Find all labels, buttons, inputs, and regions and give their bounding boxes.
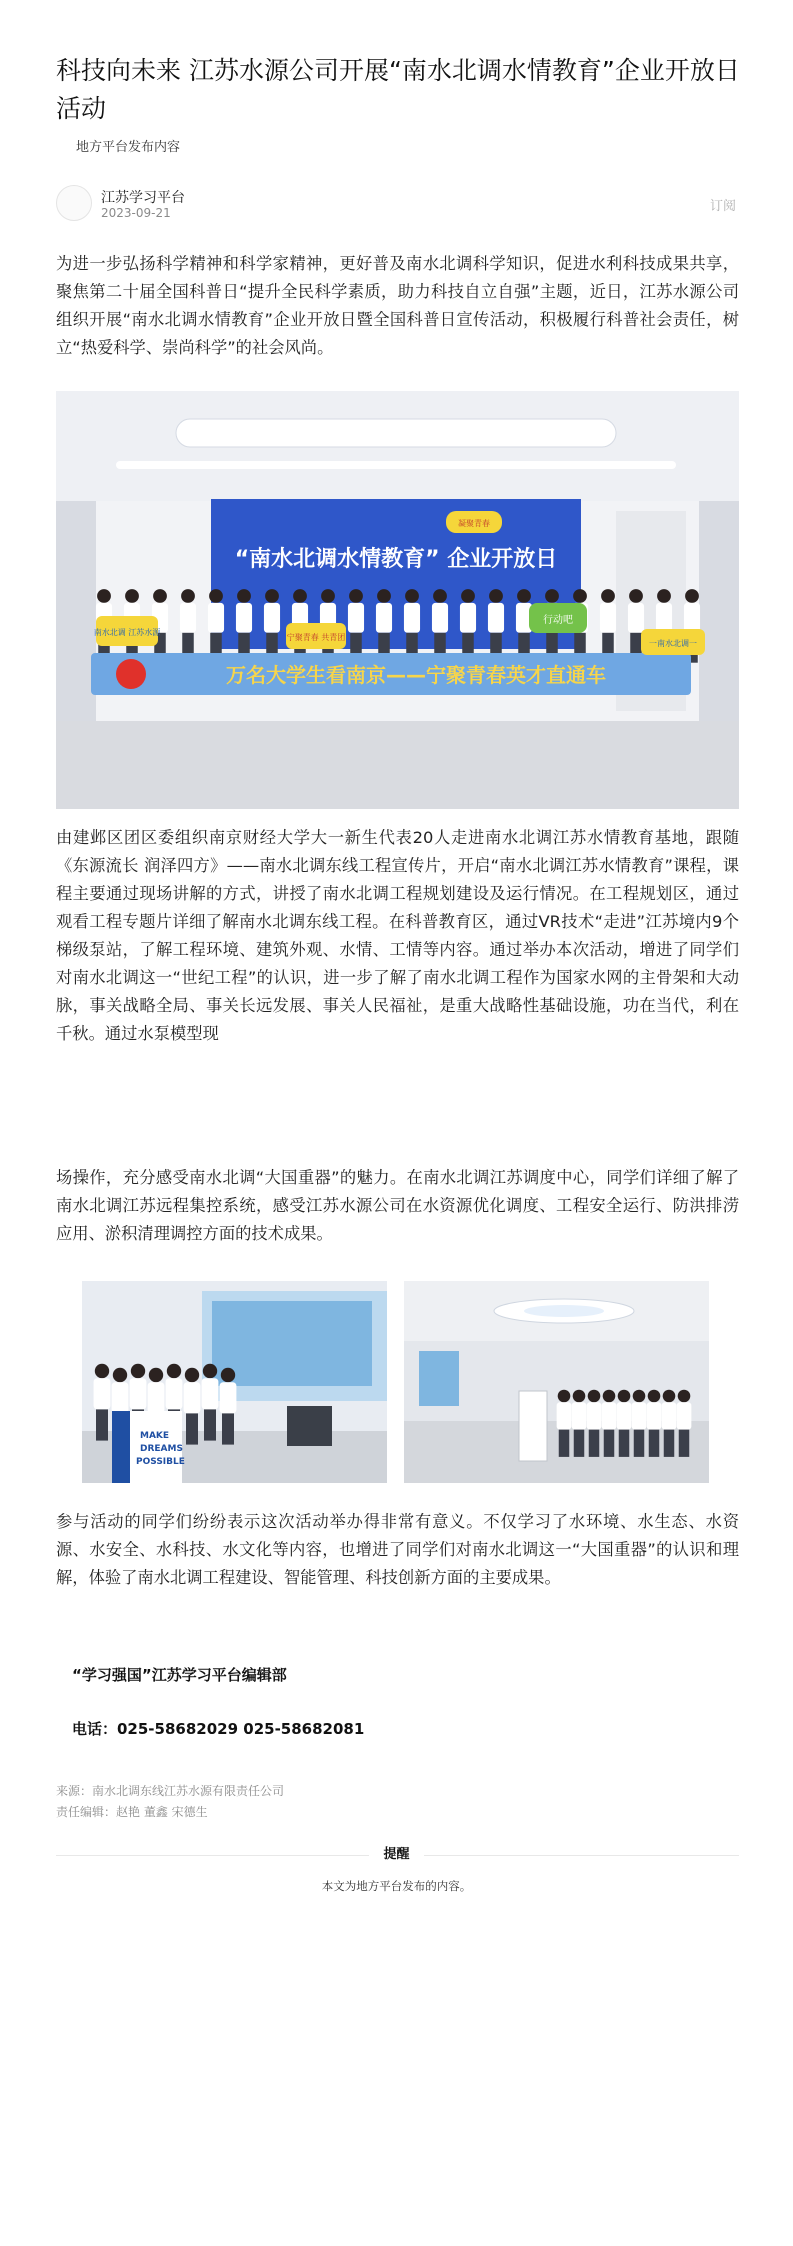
person-figure xyxy=(656,603,672,633)
person-figure xyxy=(376,603,392,633)
person-figure xyxy=(264,603,280,633)
group-photo-illustration xyxy=(56,391,739,809)
person-figure xyxy=(573,589,587,603)
person-figure xyxy=(149,1368,163,1382)
person-figure xyxy=(587,1402,602,1429)
contact-phone: 电话：025-58682029 025-58682081 xyxy=(72,1720,365,1738)
person-figure xyxy=(208,603,224,633)
person-figure xyxy=(558,1390,571,1403)
person-figure xyxy=(209,589,223,603)
person-figure xyxy=(619,1430,630,1457)
person-figure xyxy=(181,589,195,603)
group-photo xyxy=(56,391,739,809)
person-figure xyxy=(662,1402,677,1429)
reminder-heading xyxy=(0,1843,793,1862)
person-figure xyxy=(461,589,475,603)
editorial-department: “学习强国”江苏学习平台编辑部 xyxy=(72,1666,287,1684)
person-figure xyxy=(184,1382,201,1413)
person-figure xyxy=(618,1390,631,1403)
people-group xyxy=(557,1390,692,1457)
person-figure xyxy=(236,603,252,633)
reminder-text: 本文为地方平台发布的内容。 xyxy=(321,1879,472,1893)
person-figure xyxy=(203,1364,217,1378)
person-figure xyxy=(679,1430,690,1457)
person-figure xyxy=(265,589,279,603)
person-figure xyxy=(557,1402,572,1429)
person-figure xyxy=(601,589,615,603)
person-figure xyxy=(647,1402,662,1429)
person-figure xyxy=(131,1364,145,1378)
platform-notice: 地方平台发布内容 xyxy=(76,140,181,155)
person-figure xyxy=(221,1368,235,1382)
author-bar xyxy=(56,185,736,223)
banner-text: 万名大学生看南京——宁聚青春英才直通车 xyxy=(226,663,606,687)
person-figure xyxy=(657,589,671,603)
person-figure xyxy=(588,1390,601,1403)
shirt-text: DREAMS xyxy=(140,1444,183,1454)
person-figure xyxy=(489,589,503,603)
person-figure xyxy=(604,1430,615,1457)
person-figure xyxy=(663,1390,676,1403)
person-figure xyxy=(404,603,420,633)
person-figure xyxy=(572,1402,587,1429)
person-figure xyxy=(185,1368,199,1382)
article-paragraph: 由建邺区团区委组织南京财经大学大一新生代表20人走进南水北调江苏水情教育基地，跟随《东源流长 润泽四方》——南水北调东线工程宣传片，开启“南水北调江苏水情教育”课程，课程主要通过现场讲解的方式，讲授了南水北调工程规划建设及运行情况。在工程规划区，通过观看工程专题片详细了解南水北调东线工程。在科普教育区，通过VR技术“走进”江苏境内9个梯级泵站，了解工程环境、建筑外观、水情、工情等内容。通过举办本次活动，增进了同学们对南水北调这一“世纪工程”的认识，进一步了解了南水北调工程作为国家水网的主骨架和大动脉，事关战略全局、事关长远发展、事关人民福祉，是重大战略性基础设施，功在当代，利在千秋。通过水泵模型现 xyxy=(56,828,739,1043)
control-center-photo xyxy=(404,1281,709,1483)
person-figure xyxy=(517,589,531,603)
person-figure xyxy=(153,589,167,603)
person-figure xyxy=(237,589,251,603)
person-figure xyxy=(180,603,196,633)
person-figure xyxy=(633,1390,646,1403)
avatar[interactable] xyxy=(56,185,92,221)
person-figure xyxy=(112,1382,129,1413)
exhibit-hall-photo-illustration xyxy=(82,1281,387,1483)
sign-label: 一南水北调一 xyxy=(649,639,697,648)
article-source: 来源：南水北调东线江苏水源有限责任公司 xyxy=(56,1784,285,1798)
person-figure xyxy=(460,603,476,633)
person-figure xyxy=(602,1402,617,1429)
person-figure xyxy=(293,589,307,603)
sign-label: 宁聚青春 共青团 xyxy=(286,633,346,642)
person-figure xyxy=(204,1409,216,1440)
person-figure xyxy=(148,1382,165,1413)
person-figure xyxy=(130,1378,147,1409)
article-paragraph: 为进一步弘扬科学精神和科学家精神，更好普及南水北调科学知识，促进水利科技成果共享，聚焦第二十届全国科普日“提升全民科学素质，助力科技自立自强”主题，近日，江苏水源公司组织开展“南水北调水情教育”企业开放日暨全国科普日宣传活动，积极履行科普社会责任，树立“热爱科学、崇尚科学”的社会风尚。 xyxy=(56,254,739,357)
shirt-text: MAKE xyxy=(140,1431,170,1441)
person-figure xyxy=(628,603,644,633)
person-figure xyxy=(632,1402,647,1429)
person-figure xyxy=(202,1378,219,1409)
sign-label: 凝聚青春 xyxy=(458,519,490,528)
person-figure xyxy=(405,589,419,603)
person-figure xyxy=(94,1378,111,1409)
author-name[interactable]: 江苏学习平台 xyxy=(101,190,185,206)
person-figure xyxy=(433,589,447,603)
person-figure xyxy=(321,589,335,603)
person-figure xyxy=(488,603,504,633)
exhibit-hall-photo xyxy=(82,1281,387,1483)
control-center-photo-illustration xyxy=(404,1281,709,1483)
article-title: 科技向未来 江苏水源公司开展“南水北调水情教育”企业开放日活动 xyxy=(56,56,740,123)
person-figure xyxy=(629,589,643,603)
person-figure xyxy=(617,1402,632,1429)
person-figure xyxy=(634,1430,645,1457)
person-figure xyxy=(186,1413,198,1444)
publish-date: 2023-09-21 xyxy=(101,206,171,220)
sign-label: 行动吧 xyxy=(543,615,573,626)
person-figure xyxy=(600,603,616,633)
person-figure xyxy=(377,589,391,603)
screen-title: “南水北调水情教育” 企业开放日 xyxy=(234,547,558,572)
person-figure xyxy=(348,603,364,633)
person-figure xyxy=(685,589,699,603)
article-paragraph: 参与活动的同学们纷纷表示这次活动举办得非常有意义。不仅学习了水环境、水生态、水资源、水安全、水科技、水文化等内容，也增进了同学们对南水北调这一“大国重器”的认识和理解，体验了南水北调工程建设、智能管理、科技创新方面的主要成果。 xyxy=(56,1512,739,1587)
person-figure xyxy=(574,1430,585,1457)
person-figure xyxy=(678,1390,691,1403)
person-figure xyxy=(684,603,700,633)
person-figure xyxy=(432,603,448,633)
article-paragraph: 场操作，充分感受南水北调“大国重器”的魅力。在南水北调江苏调度中心，同学们详细了解了南水北调江苏远程集控系统，感受江苏水源公司在水资源优化调度、工程安全运行、防洪排涝应用、淤积清理调控方面的技术成果。 xyxy=(56,1168,739,1243)
person-figure xyxy=(97,589,111,603)
person-figure xyxy=(649,1430,660,1457)
person-figure xyxy=(95,1364,109,1378)
responsible-editors: 责任编辑：赵艳 董鑫 宋德生 xyxy=(56,1805,208,1819)
subscribe-button[interactable]: 订阅 xyxy=(709,199,736,214)
person-figure xyxy=(664,1430,675,1457)
person-figure xyxy=(222,1413,234,1444)
person-figure xyxy=(573,1390,586,1403)
person-figure xyxy=(559,1430,570,1457)
sign-label: 南水北调 江苏水源 xyxy=(93,628,161,637)
person-figure xyxy=(677,1402,692,1429)
person-figure xyxy=(220,1382,237,1413)
person-figure xyxy=(648,1390,661,1403)
person-figure xyxy=(545,589,559,603)
person-figure xyxy=(96,1409,108,1440)
person-figure xyxy=(166,1378,183,1409)
person-figure xyxy=(349,589,363,603)
reminder-title: 提醒 xyxy=(369,1847,423,1862)
person-figure xyxy=(125,589,139,603)
person-figure xyxy=(589,1430,600,1457)
person-figure xyxy=(113,1368,127,1382)
person-figure xyxy=(167,1364,181,1378)
person-figure xyxy=(603,1390,616,1403)
shirt-text: POSSIBLE xyxy=(136,1457,185,1467)
